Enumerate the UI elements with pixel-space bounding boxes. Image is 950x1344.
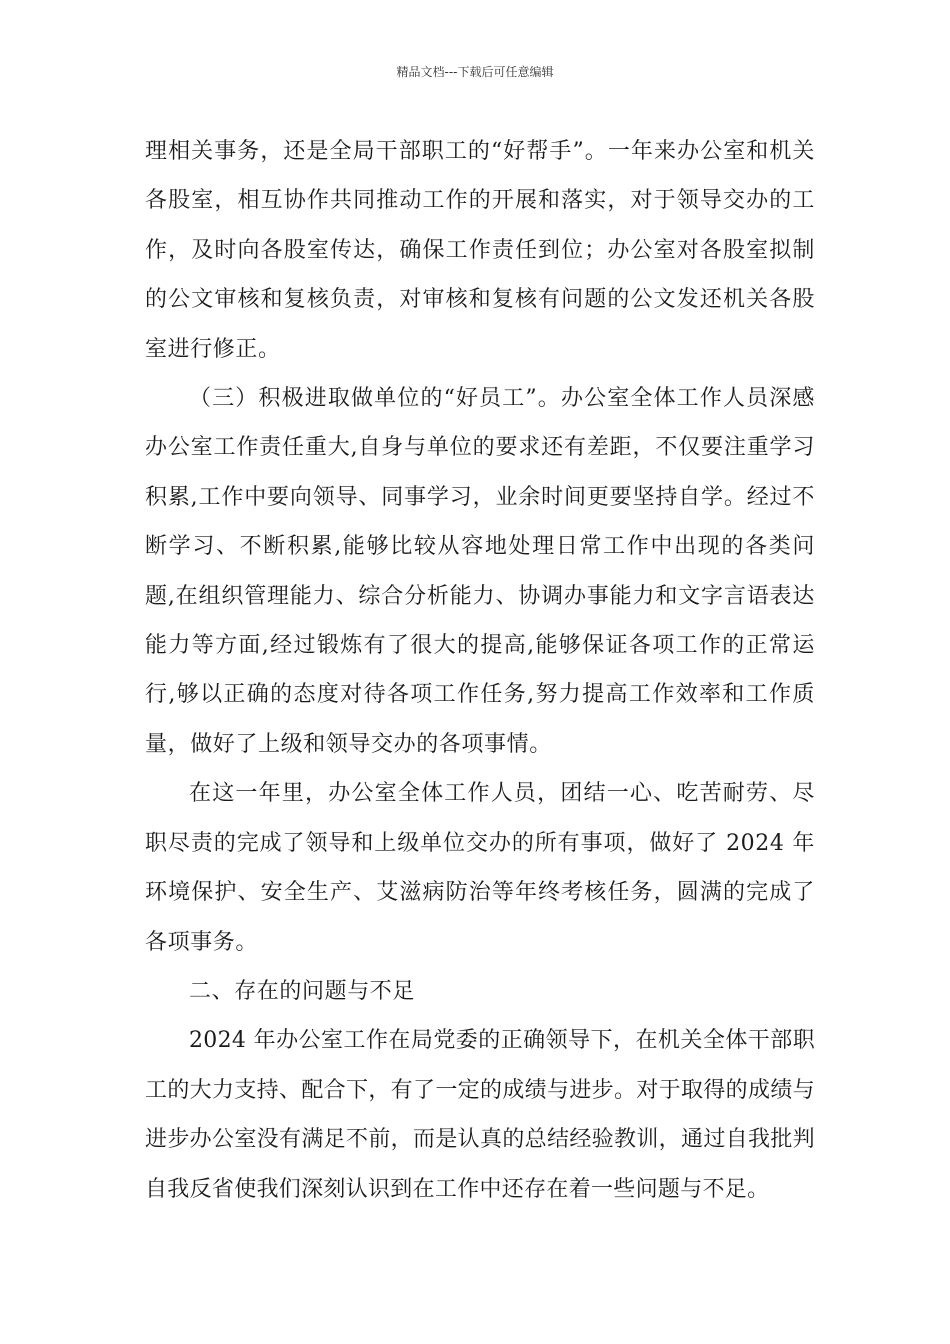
paragraph-problems-intro: 2024 年办公室工作在局党委的正确领导下，在机关全体干部职工的大力支持、配合下，有了一定的成绩与进步。对于取得的成绩与进步办公室没有满足不前，而是认真的总结经验教训，通过自我批判自我反省使我们深刻认识到在工作中还存在着一些问题与不足。 (145, 1028, 815, 1202)
section-heading-problems: 二、存在的问题与不足 (189, 978, 416, 1004)
paragraph-good-employee: （三）积极进取做单位的“好员工”。办公室全体工作人员深感办公室工作责任重大,自身与单位的要求还有差距，不仅要注重学习积累,工作中要向领导、同事学习，业余时间更要坚持自学。经过不断学习、不断积累,能够比较从容地处理日常工作中出现的各类问题,在组织管理能力、综合分析能力、协调办事能力和文字言语表达能力等方面,经过锻炼有了很大的提高,能够保证各项工作的正常运行,够以正确的态度对待各项工作任务,努力提高工作效率和工作质量，做好了上级和领导交办的各项事情。 (145, 386, 815, 757)
page-header: 精品文档---下载后可任意编辑 (396, 65, 554, 79)
paragraph-year-summary: 在这一年里，办公室全体工作人员，团结一心、吃苦耐劳、尽职尽责的完成了领导和上级单位交办的所有事项，做好了 2024 年环境保护、安全生产、艾滋病防治等年终考核任务，圆满的完成了各项事务。 (145, 781, 815, 955)
paragraph-continuation: 理相关事务，还是全局干部职工的“好帮手”。一年来办公室和机关各股室，相互协作共同推动工作的开展和落实，对于领导交办的工作，及时向各股室传达，确保工作责任到位；办公室对各股室拟制的公文审核和复核负责，对审核和复核有问题的公文发还机关各股室进行修正。 (145, 139, 815, 362)
document-body (145, 127, 815, 1214)
